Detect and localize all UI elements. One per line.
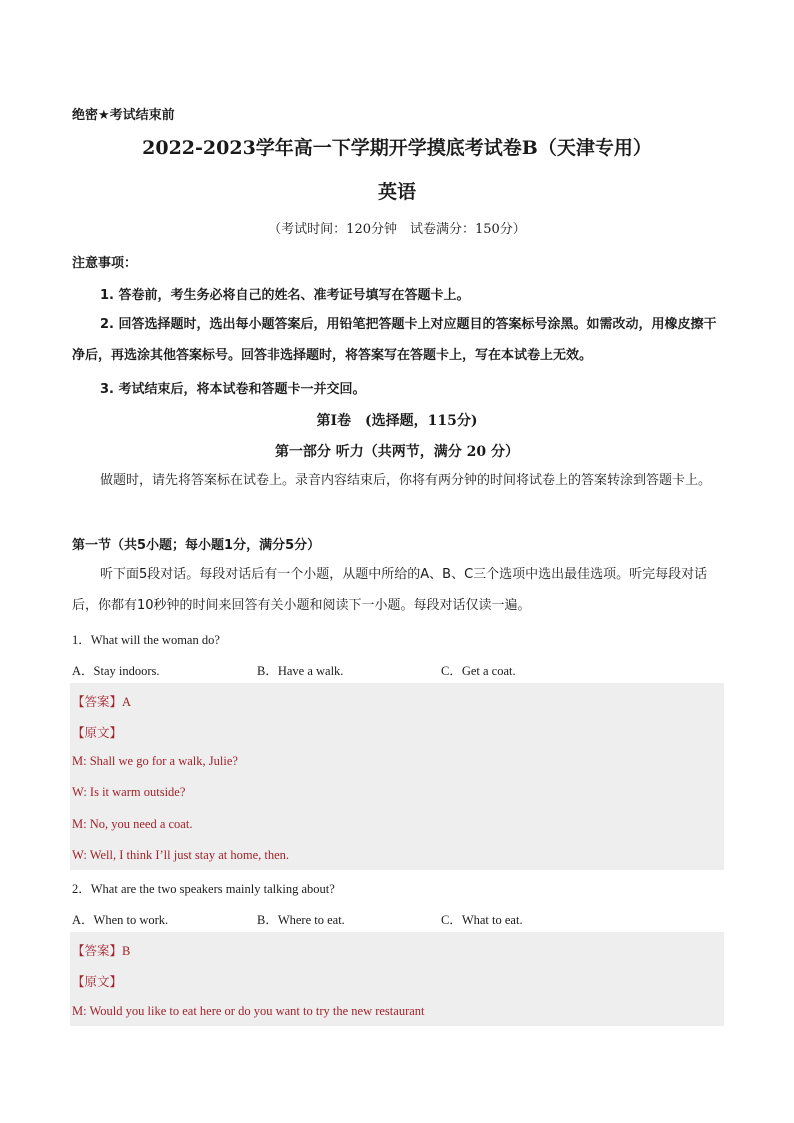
question-2-option-b: B．Where to eat.: [257, 913, 345, 927]
question-2-option-c: C．What to eat.: [441, 913, 523, 927]
confidential-mark: 绝密★考试结束前: [72, 108, 175, 123]
notice-rule-1: 1. 答卷前，考生务必将自己的姓名、准考证号填写在答题卡上。: [100, 288, 470, 303]
question-1-line-4: W: Well, I think I’ll just stay at home, then.: [72, 848, 290, 862]
question-1-stem: 1．What will the woman do?: [72, 633, 220, 647]
question-1-answer-box: [70, 683, 724, 870]
notice-rule-3: 3. 考试结束后，将本试卷和答题卡一并交回。: [100, 382, 366, 397]
exam-time-info: （考试时间：120分钟 试卷满分：150分）: [268, 222, 526, 237]
question-2-line-1: M: Would you like to eat here or do you want to try the new restaurant: [72, 1004, 425, 1018]
question-1-line-2: W: Is it warm outside?: [72, 785, 186, 799]
volume-heading: 第I卷 (选择题，115分): [316, 413, 478, 429]
section-instruction: 听下面5段对话。每段对话后有一个小题，从题中所给的A、B、C三个选项中选出最佳选项。听完每段对话后，你都有10秒钟的时间来回答有关小题和阅读下一小题。每段对话仅读一遍。: [72, 567, 708, 613]
question-2-original-label: 【原文】: [72, 975, 123, 989]
notice-heading: 注意事项：: [72, 256, 138, 271]
question-1-line-1: M: Shall we go for a walk, Julie?: [72, 754, 238, 768]
question-1-line-3: M: No, you need a coat.: [72, 817, 193, 831]
section-heading: 第一节（共5小题；每小题1分，满分5分）: [72, 538, 321, 553]
part-instruction: 做题时，请先将答案标在试卷上。录音内容结束后，你将有两分钟的时间将试卷上的答案转涂到答题卡上。: [100, 473, 712, 488]
question-2-answer: 【答案】B: [72, 944, 131, 958]
question-1-option-b: B．Have a walk.: [257, 664, 344, 678]
part-heading: 第一部分 听力（共两节，满分 20 分）: [274, 444, 520, 460]
question-1-original-label: 【原文】: [72, 726, 123, 740]
question-1-option-a: A．Stay indoors.: [72, 664, 160, 678]
notice-rule-2: 2. 回答选择题时，选出每小题答案后，用铅笔把答题卡上对应题目的答案标号涂黑。如需改动，用橡皮擦干净后，再选涂其他答案标号。回答非选择题时，将答案写在答题卡上，写在本试卷上无效。: [72, 317, 717, 363]
question-1-option-c: C．Get a coat.: [441, 664, 516, 678]
question-1-answer: 【答案】A: [72, 695, 132, 709]
question-2-option-a: A．When to work.: [72, 913, 169, 927]
exam-title: 2022-2023学年高一下学期开学摸底考试卷B（天津专用）: [142, 137, 652, 159]
subject-title: 英语: [377, 181, 416, 203]
question-2-stem: 2．What are the two speakers mainly talking about?: [72, 882, 335, 896]
